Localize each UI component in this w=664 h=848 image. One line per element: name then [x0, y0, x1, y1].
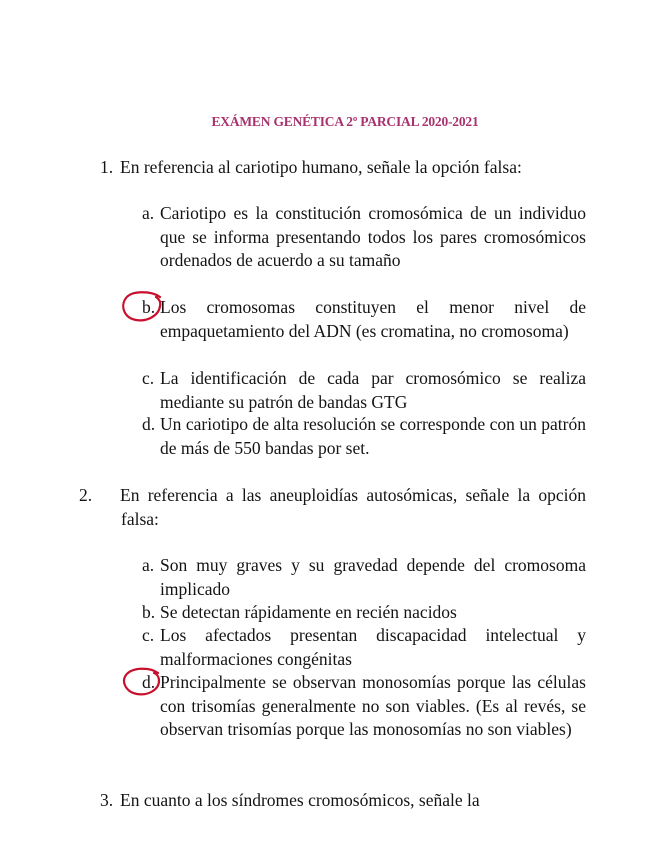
option-letter: b. [142, 297, 156, 317]
option-letter: b. [142, 602, 156, 622]
circle-mark-icon [118, 663, 168, 705]
option-1a [142, 202, 586, 273]
option-text: Principalmente se observan monosomías porque las células con trisomías generalmente no son viables. (Es al revés, se observan trisomías porque las monosomías no son viables) [160, 672, 586, 739]
circle-mark-icon [118, 288, 168, 330]
question-number: 3. [100, 790, 114, 810]
option-text: Los cromosomas constituyen el menor nivel de empaquetamiento del ADN (es cromatina, no cromosoma) [160, 297, 586, 341]
option-letter: c. [142, 625, 155, 645]
option-text: Los afectados presentan discapacidad intelectual y malformaciones congénitas [160, 625, 586, 669]
question-number: 1. [100, 157, 114, 177]
option-text: Se detectan rápidamente en recién nacidos [160, 602, 457, 622]
question-1 [100, 156, 586, 180]
question-2 [79, 484, 586, 531]
option-letter: d. [142, 414, 156, 434]
option-letter: a. [142, 555, 155, 575]
option-1b [142, 296, 586, 343]
option-2c [142, 624, 586, 671]
option-2a [142, 554, 586, 601]
option-text: Son muy graves y su gravedad depende del cromosoma implicado [160, 555, 586, 599]
exam-title: EXÁMEN GENÉTICA 2º PARCIAL 2020-2021 [211, 114, 479, 129]
option-2d [142, 671, 586, 742]
option-2b [142, 601, 586, 625]
option-1d [142, 413, 586, 460]
option-text: La identificación de cada par cromosómico se realiza mediante su patrón de bandas GTG [160, 368, 586, 412]
option-letter: c. [142, 368, 155, 388]
option-letter: d. [142, 672, 156, 692]
question-text: En cuanto a los síndromes cromosómicos, señale la [120, 790, 480, 810]
question-3 [100, 789, 586, 813]
option-text: Cariotipo es la constitución cromosómica de un individuo que se informa presentando todos los pares cromosómicos ordenados de acuerdo a su tamaño [160, 203, 586, 270]
question-text: En referencia a las aneuploidías autosómicas, señale la opción falsa: [120, 485, 586, 529]
option-letter: a. [142, 203, 155, 223]
option-1c [142, 367, 586, 414]
question-number: 2. [79, 485, 93, 505]
option-text: Un cariotipo de alta resolución se corresponde con un patrón de más de 550 bandas por set. [160, 414, 586, 458]
question-text: En referencia al cariotipo humano, señale la opción falsa: [120, 157, 522, 177]
